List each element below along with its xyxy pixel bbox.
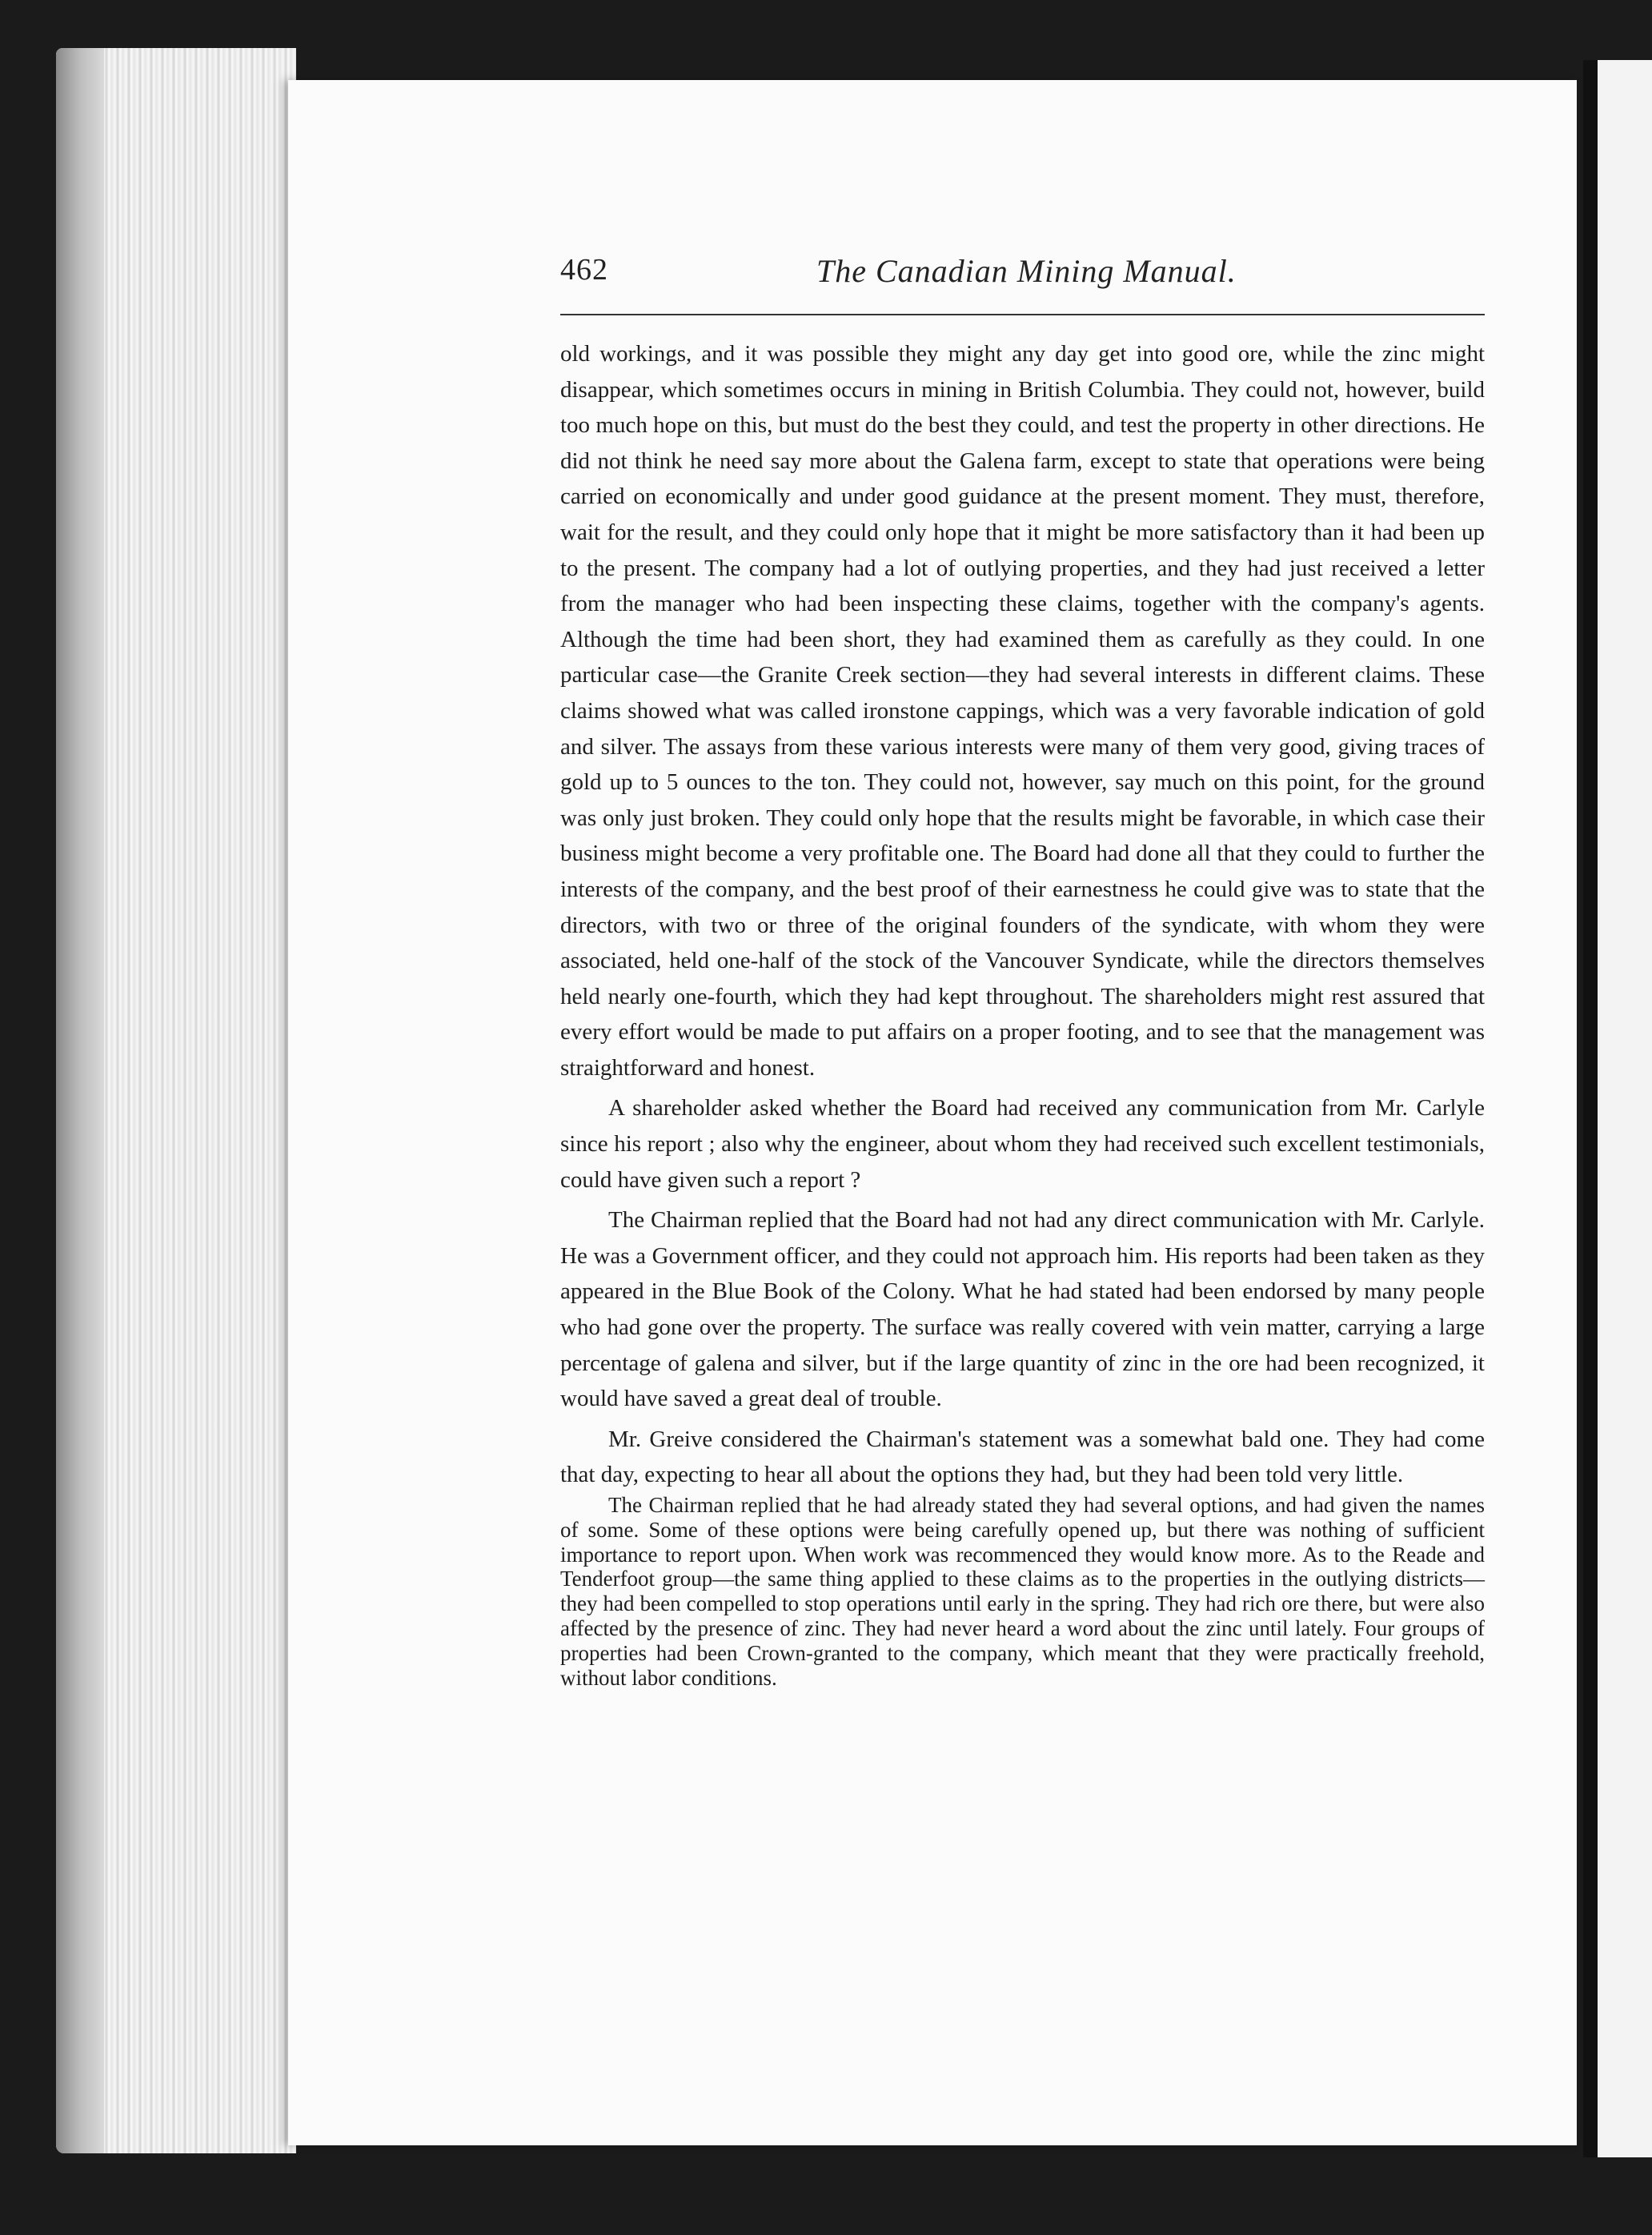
paragraph-1: old workings, and it was possible they might any day get into good ore, while the zinc might disappear, which sometimes occurs in mining in British Columbia. They could not, however, build too much hope on this, but must do the best they could, and test the property in other directions. He did not think he need say more about the Galena farm, except to state that operations were being carried on economically and under good guidance at the present moment. They must, therefore, wait for the result, and they could only hope that it might be more satisfactory than it had been up to the present. The company had a lot of outlying properties, and they had just received a letter from the manager who had been inspecting these claims, together with the company's agents. Although the time had been short, they had examined them as carefully as they could. In one particular case—the Granite Creek section—they had several interests in different claims. These claims showed what was called ironstone cappings, which was a very favorable indication of gold and silver. The assays from these various interests were many of them very good, giving traces of gold up to 5 ounces to the ton. They could not, however, say much on this point, for the ground was only just broken. They could only hope that the results might be favorable, in which case their business might become a very profitable one. The Board had done all that they could to further the interests of the company, and the best proof of their earnestness he could give was to state that the directors, with two or three of the original founders of the syndicate, with whom they were associated, held one-half of the stock of the Vancouver Syndicate, while the directors themselves held nearly one-fourth, which they had kept throughout. The shareholders might rest assured that every effort would be made to put affairs on a proper footing, and to see that the management was straightforward and honest. (560, 341, 1485, 1081)
body-text (560, 336, 1485, 1690)
facing-page-edge (1583, 60, 1652, 2157)
running-head (560, 252, 1485, 300)
paragraph-5: The Chairman replied that he had already stated they had several options, and had given the names of some. Some of these options were being carefully opened up, but there was nothing of sufficient importance to report upon. When work was recommenced they would know more. As to the Reade and Tenderfoot group—the same thing applied to these claims as to the properties in the outlying districts—they had been compelled to stop operations until early in the spring. They had rich ore there, but were also affected by the presence of zinc. They had never heard a word about the zinc until lately. Four groups of properties had been Crown-granted to the company, which meant that they were practically freehold, without labor conditions. (560, 1493, 1485, 1690)
paragraph-4: Mr. Greive considered the Chairman's statement was a somewhat bald one. They had come that day, expecting to hear all about the options they had, but they had been told very little. (560, 1426, 1485, 1488)
book-spine-shadow (56, 48, 104, 2153)
page-number: 462 (560, 253, 608, 287)
running-title: The Canadian Mining Manual. (816, 253, 1237, 289)
paragraph-3: The Chairman replied that the Board had not had any direct communication with Mr. Carlyle. He was a Government officer, and they could not approach him. His reports had been taken as they appeared in the Blue Book of the Colony. What he had stated had been endorsed by many people who had gone over the property. The surface was really covered with vein matter, carrying a large percentage of galena and silver, but if the large quantity of zinc in the ore had been recognized, it would have saved a great deal of trouble. (560, 1207, 1485, 1412)
paragraph-2: A shareholder asked whether the Board had received any communication from Mr. Carlyle since his report ; also why the engineer, about whom they had received such excellent testimonials, could have given such a report ? (560, 1095, 1485, 1193)
header-rule (560, 314, 1485, 315)
